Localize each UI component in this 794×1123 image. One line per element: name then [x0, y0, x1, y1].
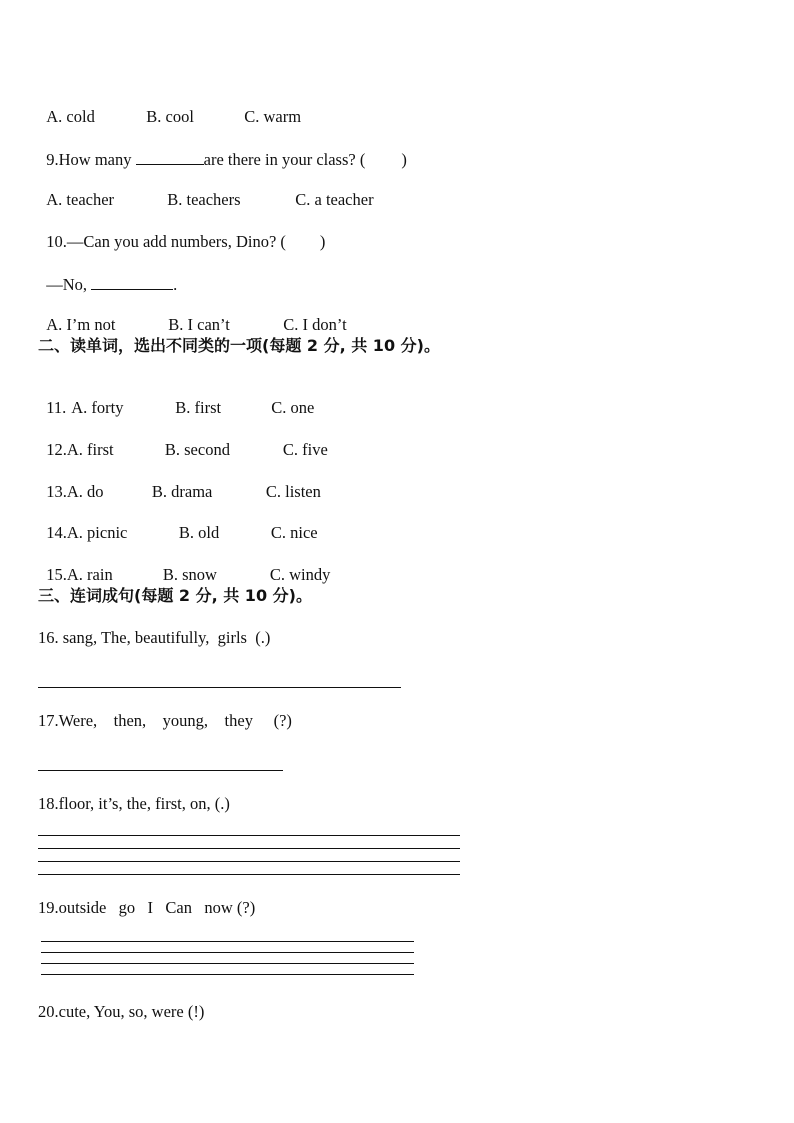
q18-answer-line-3[interactable] — [38, 861, 460, 862]
q9-prefix: 9.How many — [46, 150, 132, 169]
q12-option-a: A. first — [66, 440, 114, 459]
q10-question — [38, 212, 325, 252]
q16-answer-line[interactable] — [38, 687, 401, 688]
q10-option-b: B. I can’t — [168, 315, 230, 334]
q15-number: 15. — [46, 565, 67, 584]
q9-options — [38, 170, 374, 210]
q12-number: 12. — [46, 440, 67, 459]
q20-text: 20.cute, You, so, were (!) — [38, 1002, 205, 1021]
q19-answer-line-1[interactable] — [41, 941, 414, 942]
q11-option-c: C. one — [271, 398, 315, 417]
q13-option-b: B. drama — [151, 482, 213, 501]
q14-option-c: C. nice — [270, 523, 318, 542]
q19-text: 19.outside go I Can now (?) — [38, 898, 256, 917]
q13-item — [38, 462, 321, 502]
q9-option-b: B. teachers — [167, 190, 241, 209]
q15-option-b: B. snow — [162, 565, 217, 584]
q8-option-b: B. cool — [146, 107, 194, 126]
q19-answer-line-2[interactable] — [41, 952, 414, 953]
q11-option-b: B. first — [175, 398, 222, 417]
q11-option-a: A. forty — [71, 398, 124, 417]
q18-text: 18.floor, it’s, the, first, on, (.) — [38, 794, 230, 813]
section-2-heading: 二、读单词，选出不同类的一项(每题 2 分, 共 10 分)。 — [38, 336, 440, 355]
q14-item — [38, 503, 318, 543]
q9-blank[interactable] — [136, 149, 204, 165]
q10-text: 10.—Can you add numbers, Dino? ( — [46, 232, 286, 251]
q15-option-c: C. windy — [269, 565, 331, 584]
q9-option-a: A. teacher — [46, 190, 115, 209]
q12-option-c: C. five — [282, 440, 328, 459]
q13-option-c: C. listen — [265, 482, 321, 501]
q8-option-c: C. warm — [244, 107, 302, 126]
q10-reply-prefix: —No, — [46, 275, 88, 294]
q10-close: ) — [319, 232, 326, 251]
q18-answer-line-4[interactable] — [38, 874, 460, 875]
q11-number: 11. — [46, 398, 67, 417]
q8-options — [38, 87, 301, 127]
q14-option-a: A. picnic — [66, 523, 128, 542]
q19-answer-line-4[interactable] — [41, 974, 414, 975]
q10-option-a: A. I’m not — [46, 315, 116, 334]
q12-item — [38, 420, 328, 460]
q17-answer-line[interactable] — [38, 770, 283, 771]
q18-answer-line-2[interactable] — [38, 848, 460, 849]
q9-option-c: C. a teacher — [295, 190, 374, 209]
q17-text: 17.Were, then, young, they (?) — [38, 711, 292, 730]
q13-option-a: A. do — [66, 482, 104, 501]
q11-item — [38, 378, 314, 418]
q10-options — [38, 295, 347, 335]
q8-option-a: A. cold — [46, 107, 95, 126]
q9-close: ) — [401, 150, 407, 169]
q13-number: 13. — [46, 482, 67, 501]
section-3-heading: 三、连词成句(每题 2 分, 共 10 分)。 — [38, 586, 312, 605]
q10-reply — [38, 254, 177, 295]
q16-text: 16. sang, The, beautifully, girls (.) — [38, 628, 271, 647]
q19-answer-line-3[interactable] — [41, 963, 414, 964]
q18-answer-line-1[interactable] — [38, 835, 460, 836]
q15-option-a: A. rain — [66, 565, 113, 584]
q10-reply-suffix: . — [173, 275, 178, 294]
q10-blank[interactable] — [91, 274, 173, 290]
q14-number: 14. — [46, 523, 67, 542]
q9-suffix: are there in your class? ( — [203, 150, 366, 169]
q15-item — [38, 545, 330, 585]
q10-option-c: C. I don’t — [283, 315, 347, 334]
q9-question — [38, 129, 407, 170]
q12-option-b: B. second — [164, 440, 230, 459]
q14-option-b: B. old — [178, 523, 220, 542]
